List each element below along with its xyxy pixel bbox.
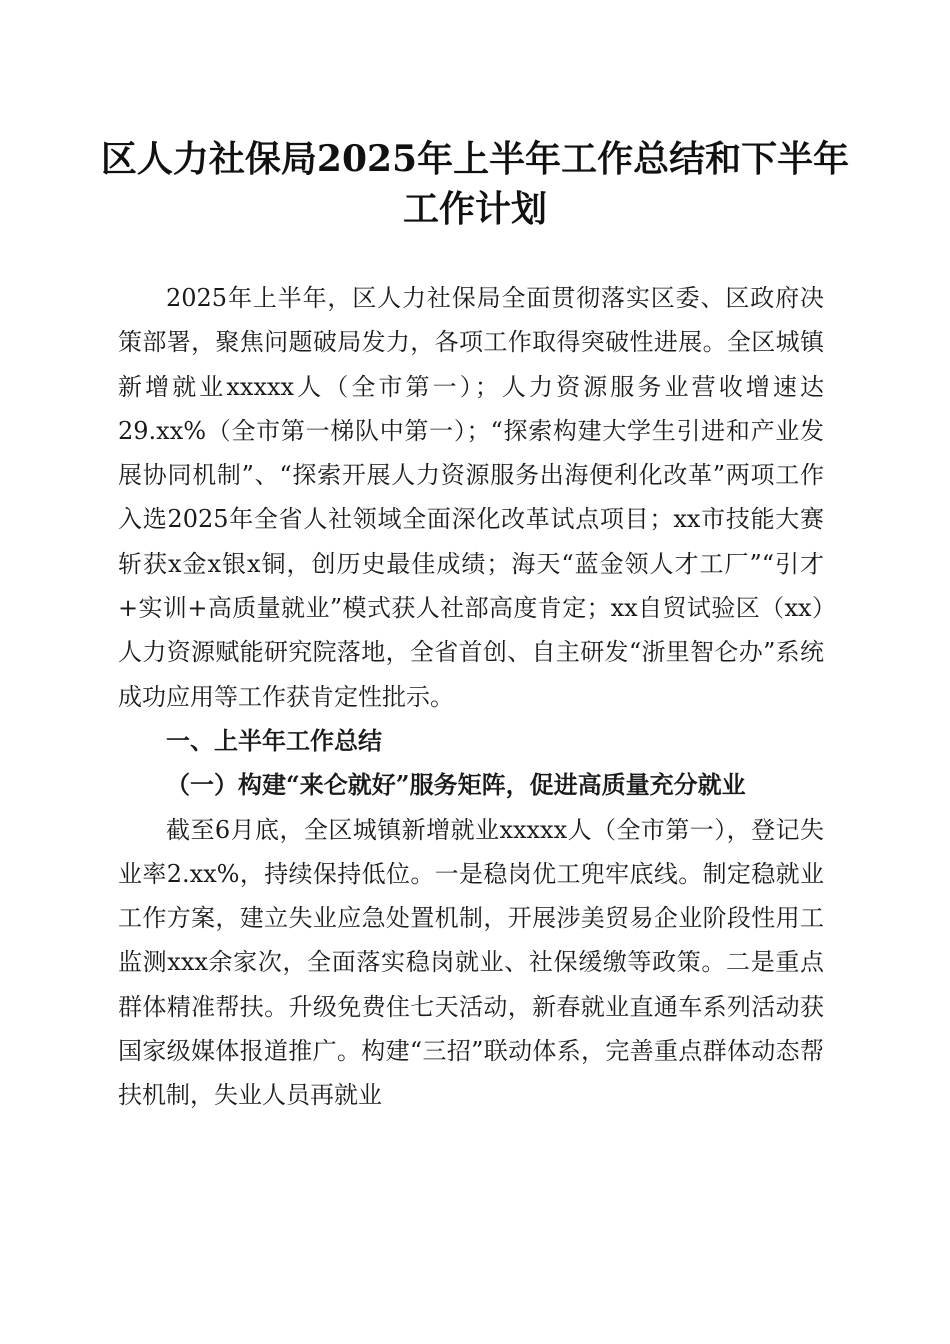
document-title: 区人力社保局2025年上半年工作总结和下半年工作计划 [100, 138, 850, 230]
subsection-paragraph: 截至6月底，全区城镇新增就业xxxxx人（全市第一），登记失业率2.xx%，持续保持低位。一是稳岗优工兜牢底线。制定稳就业工作方案，建立失业应急处置机制，开展涉美贸易企业阶段性用工监测xxx余家次，全面落实稳岗就业、社保缓缴等政策。二是重点群体精准帮扶。升级免费住七天活动，新春就业直通车系列活动获国家级媒体报道推广。构建“三招”联动体系，完善重点群体动态帮扶机制，失业人员再就业 [118, 815, 824, 1110]
section-heading: 一、上半年工作总结 [166, 726, 382, 755]
subsection-heading: （一）构建“来仑就好”服务矩阵，促进高质量充分就业 [166, 770, 746, 800]
intro-paragraph: 2025年上半年，区人力社保局全面贯彻落实区委、区政府决策部署，聚焦问题破局发力，各项工作取得突破性进展。全区城镇新增就业xxxxx人（全市第一）；人力资源服务业营收增速达29.xx%（全市第一梯队中第一）；“探索构建大学生引进和产业发展协同机制”、“探索开展人力资源服务出海便利化改革”两项工作入选2025年全省人社领域全面深化改革试点项目；xx市技能大赛斩获x金x银x铜，创历史最佳成绩；海天“蓝金领人才工厂”“引才+实训+高质量就业”模式获人社部高度肯定；xx自贸试验区（xx）人力资源赋能研究院落地，全省首创、自主研发“浙里智仑办”系统成功应用等工作获肯定性批示。 [118, 284, 824, 711]
document-body [118, 276, 824, 1118]
